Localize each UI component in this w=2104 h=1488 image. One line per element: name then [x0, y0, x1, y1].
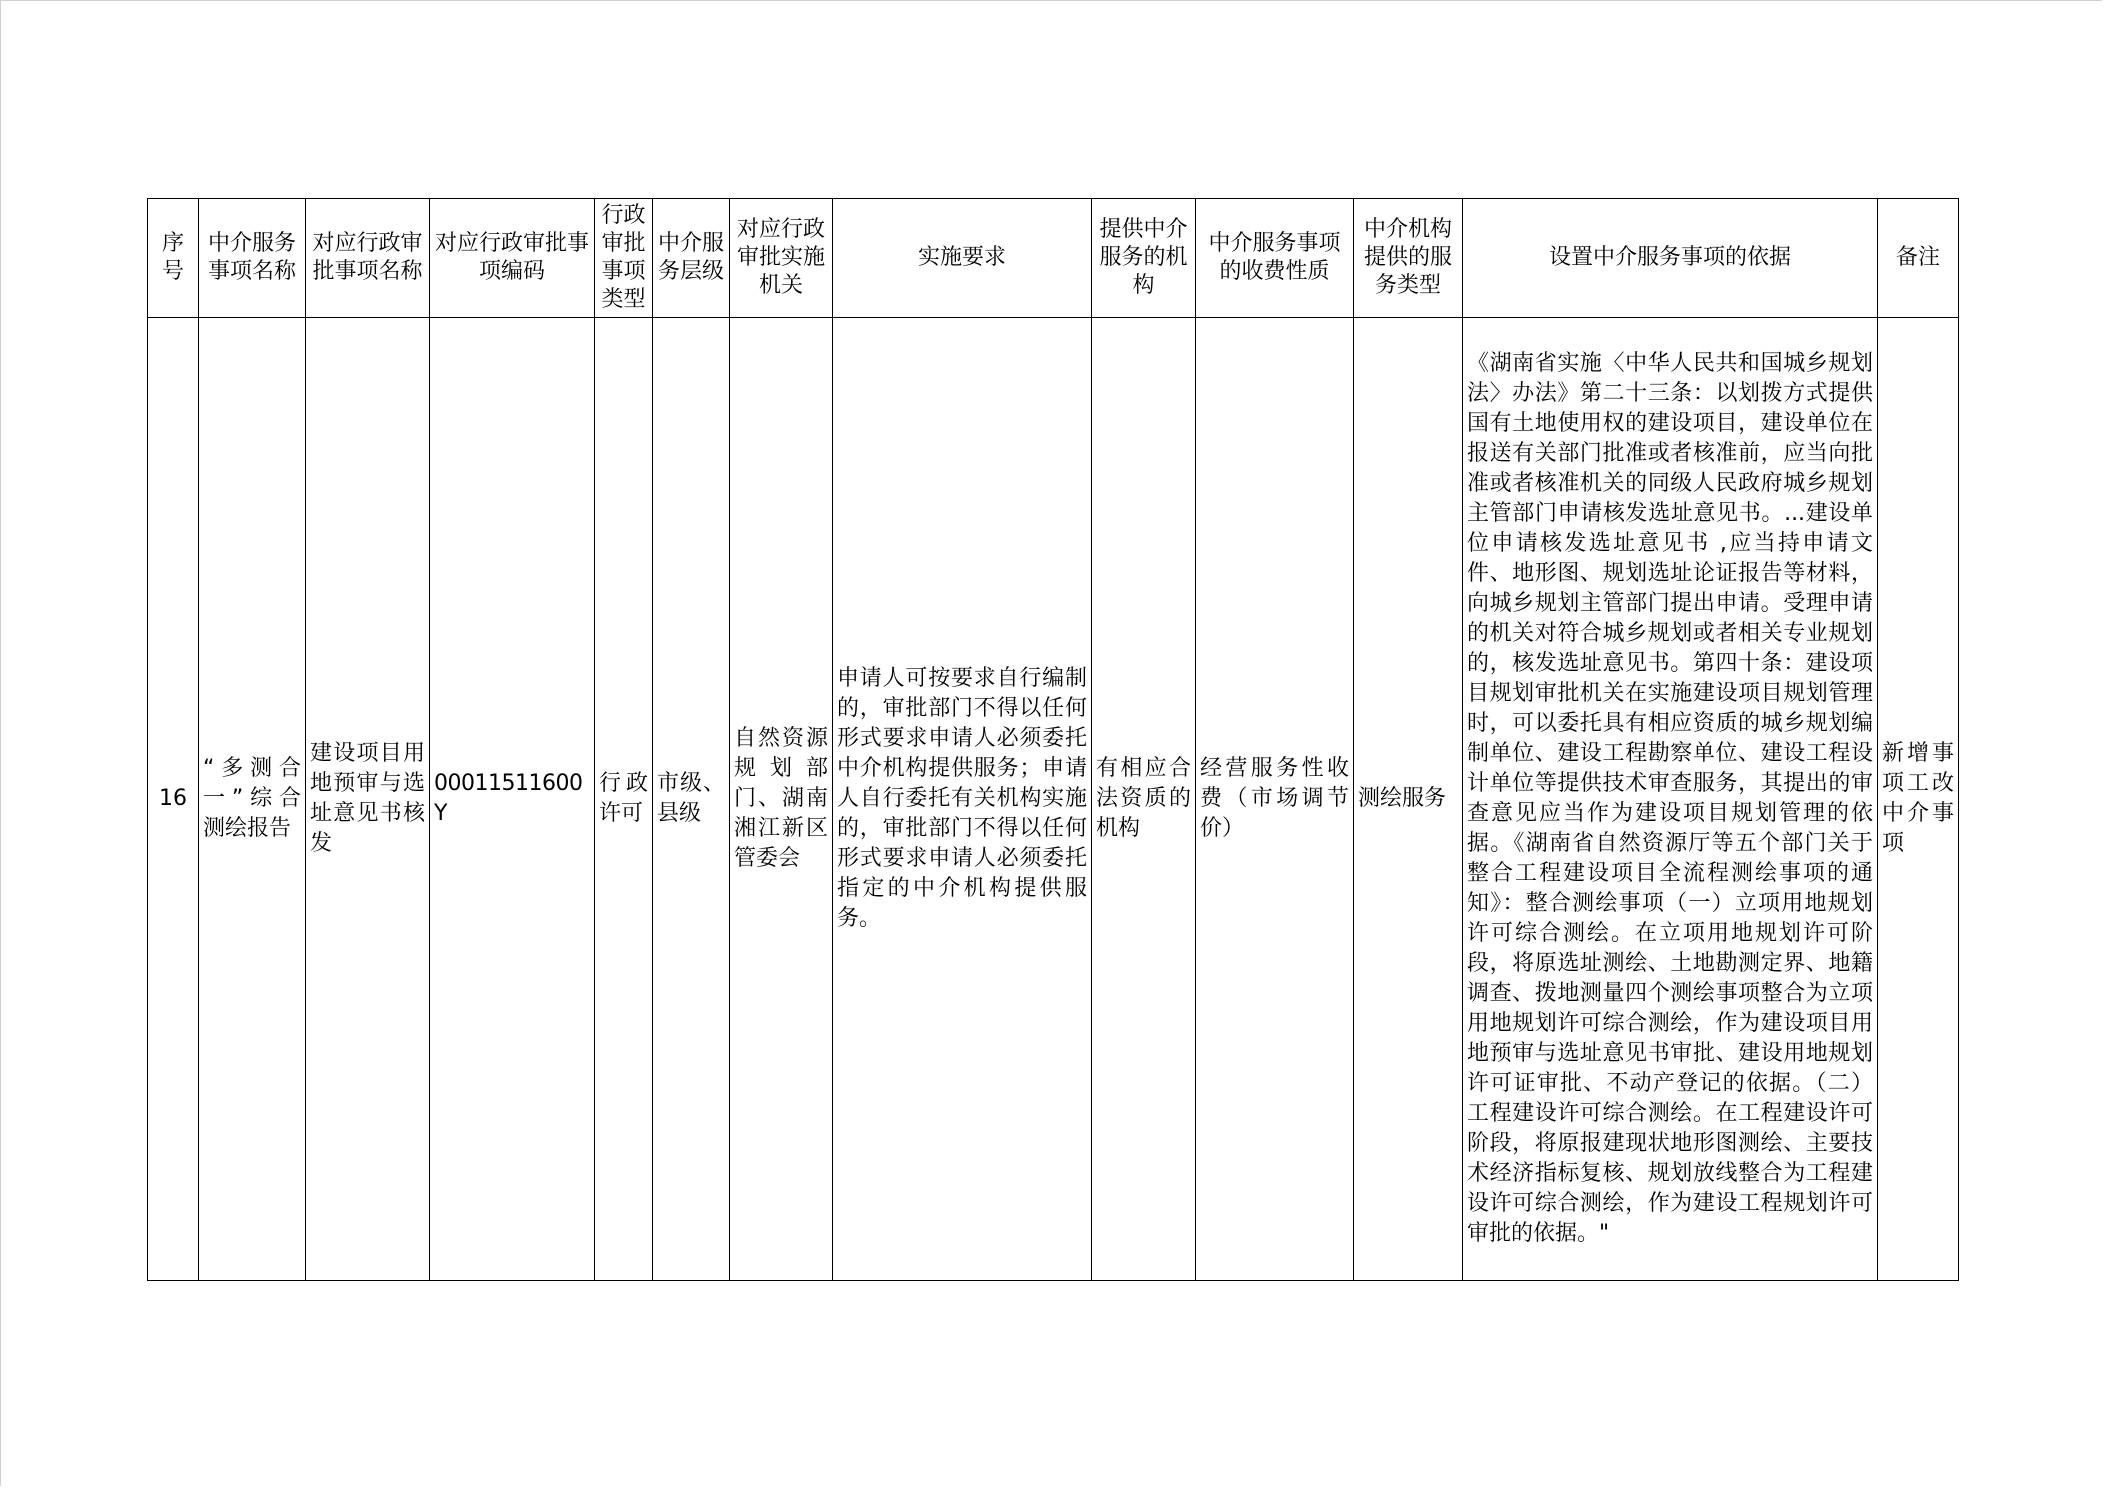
cell-service-type: 测绘服务 — [1354, 318, 1463, 1281]
cell-service-name: “多测合一”综合测绘报告 — [199, 318, 306, 1281]
header-authority: 对应行政审批实施机关 — [730, 199, 833, 318]
cell-approval-name: 建设项目用地预审与选址意见书核发 — [306, 318, 430, 1281]
table-row — [148, 318, 1959, 1281]
header-provider: 提供中介服务的机构 — [1092, 199, 1196, 318]
cell-approval-code: 00011511600Y — [430, 318, 595, 1281]
cell-authority: 自然资源规划部门、湖南湘江新区管委会 — [730, 318, 833, 1281]
header-basis: 设置中介服务事项的依据 — [1463, 199, 1878, 318]
header-seq: 序号 — [148, 199, 199, 318]
cell-approval-type: 行政许可 — [595, 318, 653, 1281]
cell-remark: 新增事项工改中介事项 — [1878, 318, 1959, 1281]
cell-fee-nature: 经营服务性收费（市场调节价） — [1196, 318, 1354, 1281]
cell-provider: 有相应合法资质的机构 — [1092, 318, 1196, 1281]
cell-level: 市级、县级 — [653, 318, 730, 1281]
header-level: 中介服务层级 — [653, 199, 730, 318]
header-fee-nature: 中介服务事项的收费性质 — [1196, 199, 1354, 318]
cell-requirements: 申请人可按要求自行编制的，审批部门不得以任何形式要求申请人必须委托中介机构提供服务；申请人自行委托有关机构实施的，审批部门不得以任何形式要求申请人必须委托指定的中介机构提供服务。 — [833, 318, 1092, 1281]
header-approval-name: 对应行政审批事项名称 — [306, 199, 430, 318]
header-remark: 备注 — [1878, 199, 1959, 318]
intermediary-service-table — [147, 198, 1959, 1281]
table-header-row — [148, 199, 1959, 318]
header-approval-type: 行政审批事项类型 — [595, 199, 653, 318]
header-approval-code: 对应行政审批事项编码 — [430, 199, 595, 318]
header-service-name: 中介服务事项名称 — [199, 199, 306, 318]
header-requirements: 实施要求 — [833, 199, 1092, 318]
header-service-type: 中介机构提供的服务类型 — [1354, 199, 1463, 318]
cell-basis: 《湖南省实施〈中华人民共和国城乡规划法〉办法》第二十三条：以划拨方式提供国有土地使用权的建设项目，建设单位在报送有关部门批准或者核准前，应当向批准或者核准机关的同级人民政府城乡规划主管部门申请核发选址意见书。...建设单位申请核发选址意见书 ,应当持申请文件、地形图、规划选址论证报告等材料，向城乡规划主管部门提出申请。受理申请的机关对符合城乡规划或者相关专业规划的，核发选址意见书。第四十条：建设项目规划审批机关在实施建设项目规划管理时，可以委托具有相应资质的城乡规划编制单位、建设工程勘察单位、建设工程设计单位等提供技术审查服务，其提出的审查意见应当作为建设项目规划管理的依据。《湖南省自然资源厅等五个部门关于整合工程建设项目全流程测绘事项的通知》：整合测绘事项（一）立项用地规划许可综合测绘。在立项用地规划许可阶段，将原选址测绘、土地勘测定界、地籍调查、拨地测量四个测绘事项整合为立项用地规划许可综合测绘，作为建设项目用地预审与选址意见书审批、建设用地规划许可证审批、不动产登记的依据。（二）工程建设许可综合测绘。在工程建设许可阶段，将原报建现状地形图测绘、主要技术经济指标复核、规划放线整合为工程建设许可综合测绘，作为建设工程规划许可审批的依据。" — [1463, 318, 1878, 1281]
cell-seq: 16 — [148, 318, 199, 1281]
